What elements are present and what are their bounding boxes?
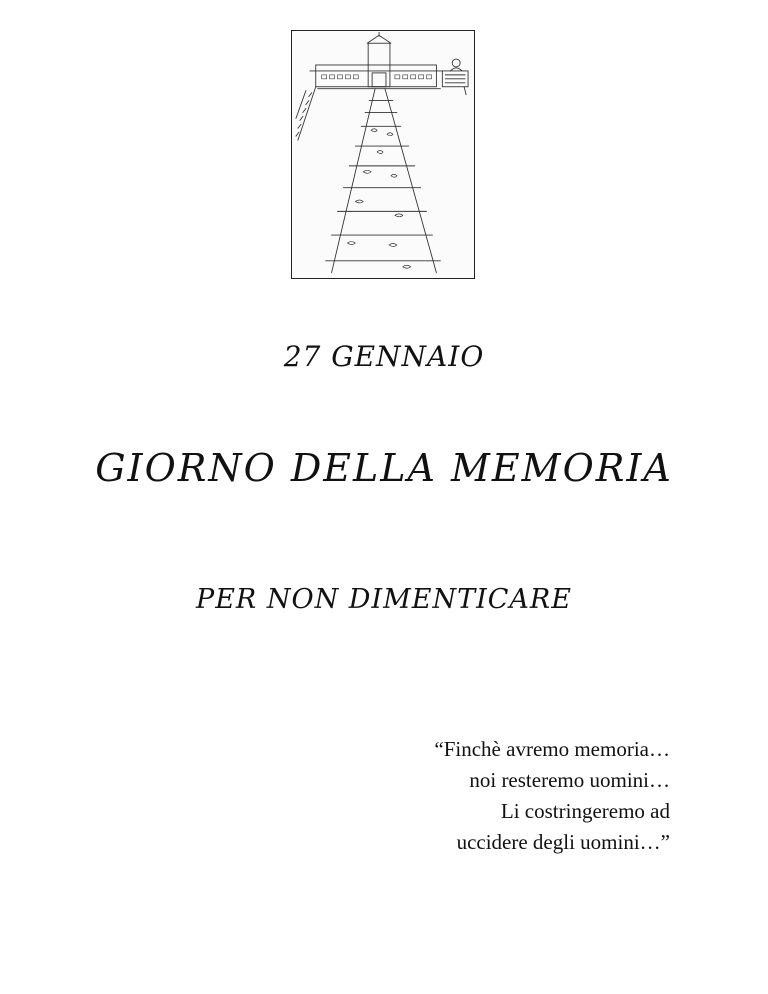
ballast-stones [347, 129, 410, 268]
railway-tracks [326, 89, 441, 273]
date-heading: 27 GENNAIO [283, 340, 485, 373]
quote-line: Li costringeremo ad [500, 799, 670, 823]
epigraph-quote [434, 734, 670, 858]
quote-line: uccidere degli uomini…” [456, 830, 670, 854]
railway-drawing [292, 31, 474, 278]
camp-gate-building [310, 32, 443, 86]
barbed-fence [296, 87, 316, 140]
quote-line: noi resteremo uomini… [469, 768, 670, 792]
page-title: GIORNO DELLA MEMORIA [95, 446, 673, 490]
quote-line: “Finchè avremo memoria… [434, 737, 670, 761]
watch-post [442, 59, 468, 95]
subtitle: PER NON DIMENTICARE [196, 584, 572, 615]
cover-illustration [291, 30, 475, 279]
